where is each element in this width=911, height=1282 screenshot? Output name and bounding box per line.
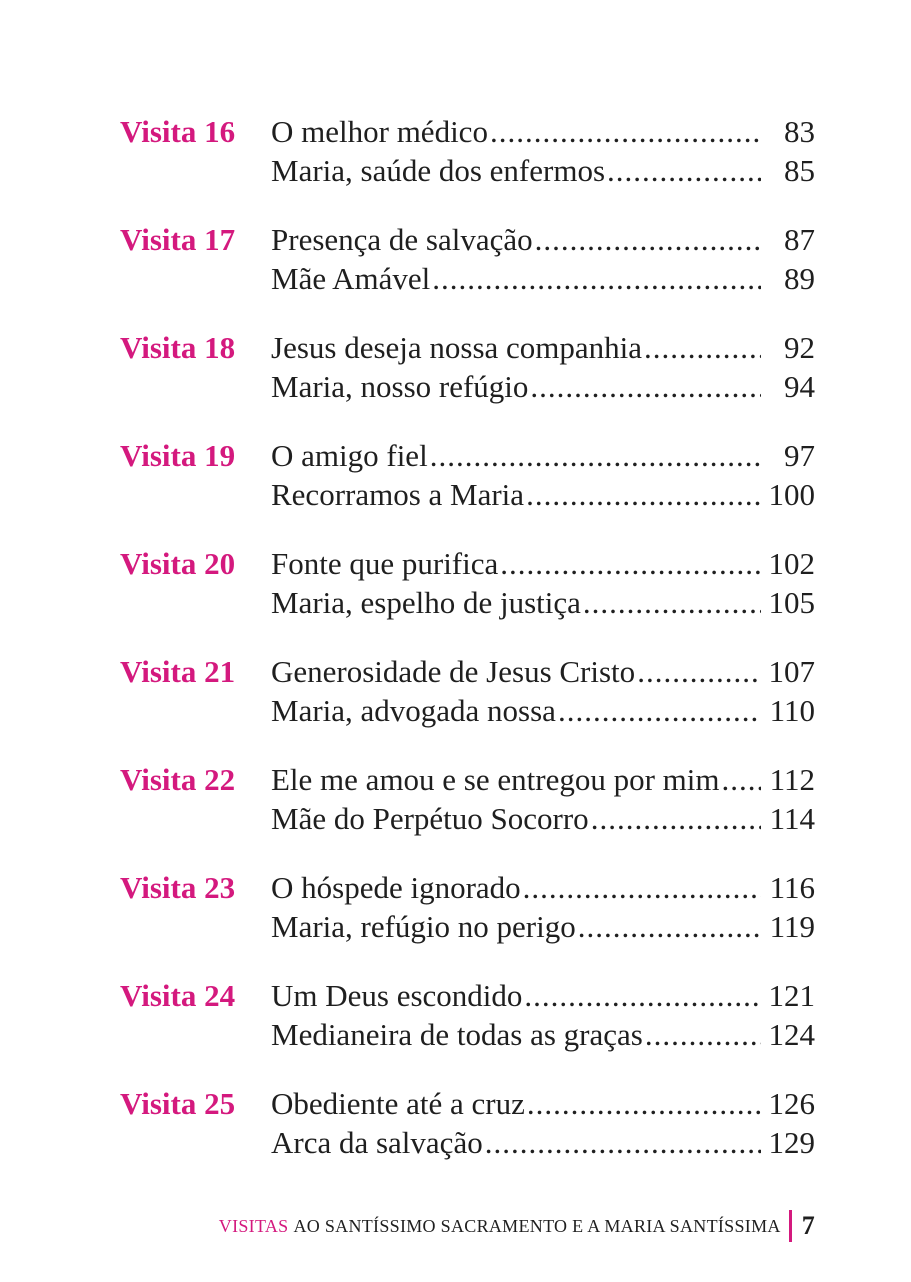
toc-entry[interactable] <box>271 151 815 190</box>
visita-label: Visita 21 <box>120 654 236 689</box>
toc-entry[interactable] <box>271 1015 815 1054</box>
visita-group <box>120 1084 815 1162</box>
toc-entry[interactable] <box>271 220 815 259</box>
entry-page: 94 <box>784 369 815 404</box>
entry-title: O amigo fiel <box>271 438 428 473</box>
visita-group <box>120 328 815 406</box>
entry-page: 85 <box>784 153 815 188</box>
toc-entry[interactable] <box>271 259 815 298</box>
entry-page: 102 <box>768 546 815 581</box>
visita-entries <box>271 112 815 190</box>
visita-group <box>120 220 815 298</box>
dot-leader <box>524 976 761 1015</box>
toc-entry[interactable] <box>271 760 815 799</box>
entry-title: O melhor médico <box>271 114 488 149</box>
entry-page: 129 <box>768 1125 815 1160</box>
visita-label: Visita 23 <box>120 870 236 905</box>
dot-leader <box>523 868 761 907</box>
visita-group <box>120 436 815 514</box>
running-footer <box>185 1210 815 1242</box>
entry-title: Obediente até a cruz <box>271 1086 525 1121</box>
toc-entry[interactable] <box>271 691 815 730</box>
dot-leader <box>530 367 761 406</box>
entry-title: Recorramos a Maria <box>271 477 525 512</box>
visita-group <box>120 976 815 1054</box>
visita-entries <box>271 1084 815 1162</box>
visita-entries <box>271 760 815 838</box>
entry-page: 100 <box>768 477 815 512</box>
entry-title: Medianeira de todas as graças <box>271 1017 643 1052</box>
entry-page: 83 <box>784 114 815 149</box>
visita-group <box>120 112 815 190</box>
visita-entries <box>271 544 815 622</box>
visita-group <box>120 760 815 838</box>
visita-label: Visita 16 <box>120 114 236 149</box>
visita-label: Visita 17 <box>120 222 236 257</box>
visita-group <box>120 544 815 622</box>
toc-entry[interactable] <box>271 799 815 838</box>
dot-leader <box>583 583 761 622</box>
visita-entries <box>271 868 815 946</box>
entry-title: Jesus deseja nossa companhia <box>271 330 643 365</box>
entry-page: 87 <box>784 222 815 257</box>
dot-leader <box>430 436 761 475</box>
entry-title: Generosidade de Jesus Cristo <box>271 654 636 689</box>
toc-entry[interactable] <box>271 976 815 1015</box>
toc-entry[interactable] <box>271 328 815 367</box>
footer-divider <box>789 1210 792 1242</box>
dot-leader <box>591 799 761 838</box>
entry-page: 114 <box>769 801 815 836</box>
table-of-contents <box>120 112 815 1162</box>
visita-entries <box>271 976 815 1054</box>
visita-entries <box>271 652 815 730</box>
entry-title: Fonte que purifica <box>271 546 499 581</box>
visita-label: Visita 25 <box>120 1086 236 1121</box>
visita-label: Visita 20 <box>120 546 236 581</box>
dot-leader <box>500 544 761 583</box>
footer-book-title: AO SANTÍSSIMO SACRAMENTO E A MARIA SANTÍSSIMA <box>293 1215 781 1236</box>
dot-leader <box>578 907 761 946</box>
entry-page: 92 <box>784 330 815 365</box>
entry-title: Mãe Amável <box>271 261 431 296</box>
toc-entry[interactable] <box>271 1084 815 1123</box>
entry-page: 97 <box>784 438 815 473</box>
dot-leader <box>527 1084 761 1123</box>
entry-title: Ele me amou e se entregou por mim <box>271 762 720 797</box>
dot-leader <box>645 1015 761 1054</box>
toc-entry[interactable] <box>271 583 815 622</box>
dot-leader <box>485 1123 761 1162</box>
visita-group <box>120 868 815 946</box>
toc-entry[interactable] <box>271 907 815 946</box>
visita-label: Visita 22 <box>120 762 236 797</box>
entry-title: Maria, saúde dos enfermos <box>271 153 606 188</box>
toc-entry[interactable] <box>271 652 815 691</box>
entry-title: Maria, espelho de justiça <box>271 585 581 620</box>
entry-page: 105 <box>768 585 815 620</box>
dot-leader <box>432 259 761 298</box>
footer-accent-text: VISITAS <box>218 1215 289 1236</box>
entry-title: Maria, refúgio no perigo <box>271 909 576 944</box>
dot-leader <box>558 691 761 730</box>
dot-leader <box>722 760 761 799</box>
toc-entry[interactable] <box>271 475 815 514</box>
entry-page: 110 <box>769 693 815 728</box>
visita-entries <box>271 436 815 514</box>
entry-title: Maria, nosso refúgio <box>271 369 529 404</box>
dot-leader <box>535 220 761 259</box>
entry-page: 116 <box>769 870 815 905</box>
dot-leader <box>644 328 761 367</box>
toc-entry[interactable] <box>271 1123 815 1162</box>
dot-leader <box>607 151 761 190</box>
visita-label: Visita 19 <box>120 438 236 473</box>
entry-page: 126 <box>768 1086 815 1121</box>
entry-page: 112 <box>769 762 815 797</box>
dot-leader <box>637 652 761 691</box>
toc-entry[interactable] <box>271 367 815 406</box>
entry-page: 119 <box>769 909 815 944</box>
footer-page-number: 7 <box>801 1211 815 1240</box>
visita-label: Visita 24 <box>120 978 236 1013</box>
dot-leader <box>526 475 761 514</box>
entry-page: 124 <box>768 1017 815 1052</box>
entry-page: 89 <box>784 261 815 296</box>
entry-title: O hóspede ignorado <box>271 870 521 905</box>
entry-title: Um Deus escondido <box>271 978 523 1013</box>
visita-group <box>120 652 815 730</box>
toc-entry[interactable] <box>271 544 815 583</box>
entry-title: Maria, advogada nossa <box>271 693 556 728</box>
toc-entry[interactable] <box>271 868 815 907</box>
visita-label: Visita 18 <box>120 330 236 365</box>
entry-title: Presença de salvação <box>271 222 533 257</box>
entry-title: Mãe do Perpétuo Socorro <box>271 801 589 836</box>
visita-entries <box>271 328 815 406</box>
entry-title: Arca da salvação <box>271 1125 483 1160</box>
toc-entry[interactable] <box>271 436 815 475</box>
dot-leader <box>490 112 761 151</box>
toc-entry[interactable] <box>271 112 815 151</box>
entry-page: 121 <box>768 978 815 1013</box>
entry-page: 107 <box>768 654 815 689</box>
visita-entries <box>271 220 815 298</box>
